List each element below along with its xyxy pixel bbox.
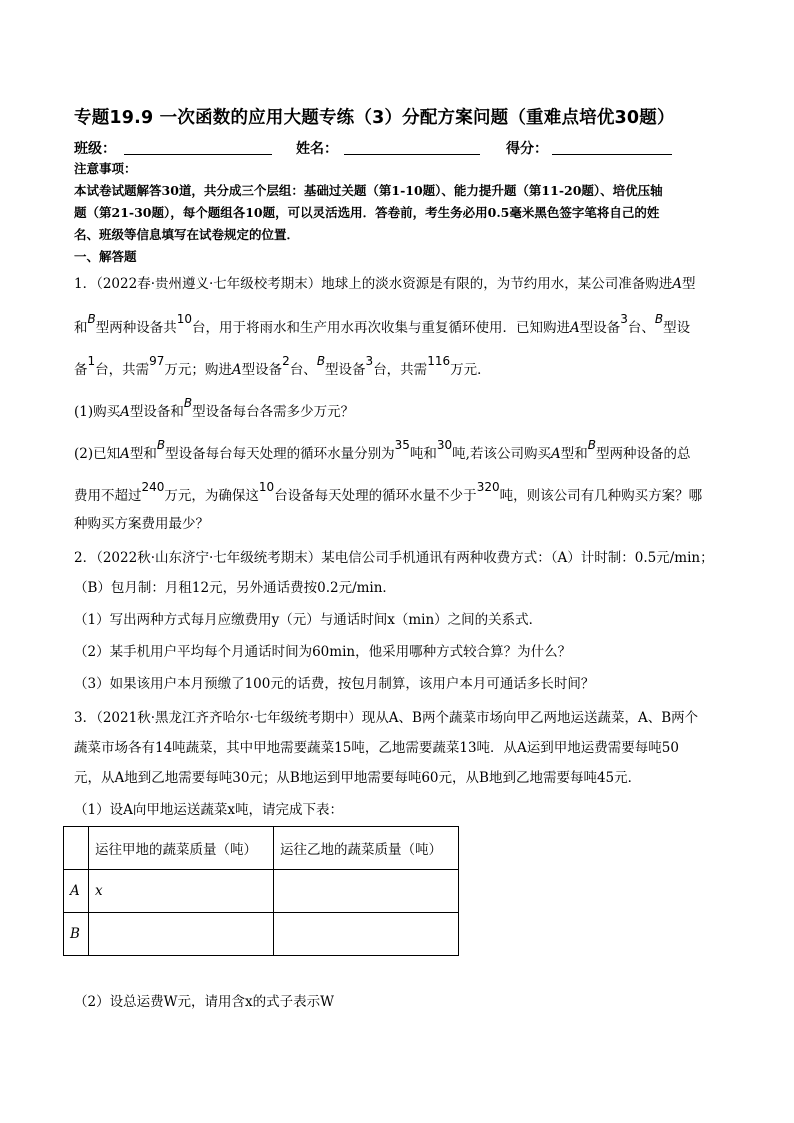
q1-line [74,274,734,294]
q3-subq: （1）设A向甲地运送蔬菜x吨，请完成下表： [74,802,343,818]
number: 1 [87,354,96,368]
q1-text: (1)购买 [74,404,121,420]
var-a: A [120,446,130,462]
row-label-a: A [64,870,89,913]
q2-subq: （1）写出两种方式每月应缴费用y（元）与通话时间x（min）之间的关系式． [74,612,543,628]
q1-text: 台，共需 [373,362,428,378]
table-row [64,827,459,870]
q1-text: 型两种设备共 [95,320,177,336]
number: 3 [365,354,374,368]
q1-text: 型设备和 [129,404,184,420]
var-b: B [87,312,96,326]
q3-line: 元，从A地到乙地需要每吨30元；从B地运到甲地需要每吨60元，从B地到乙地需要每吨45元． [74,770,642,786]
table-cell[interactable] [274,870,459,913]
q3-subq: （2）设总运费W元，请用含x的式子表示W [74,994,334,1010]
q1-line [74,312,734,338]
name-blank[interactable] [344,154,480,155]
q1-text: 万元． [450,362,491,378]
number: 10 [176,312,193,326]
q1-text: 台，共需 [95,362,150,378]
table-cell[interactable]: x [89,870,274,913]
table-header: 运往甲地的蔬菜质量（吨） [89,827,274,870]
q1-text: 万元，为确保这 [164,488,259,504]
q1-text: 型和 [129,446,157,462]
page-title: 专题19.9 一次函数的应用大题专练（3）分配方案问题（重难点培优30题） [74,108,675,128]
student-info-line [74,138,714,160]
q1-text: 台、 [627,320,655,336]
var-b: B [654,312,664,326]
q1-text: (2)已知 [74,446,121,462]
q1-text: 型设备 [241,362,283,378]
notice-heading: 注意事项： [74,161,137,176]
var-b: B [156,438,166,452]
q1-text: 和 [74,320,88,336]
q1-text: 型设 [663,320,691,336]
class-blank[interactable] [124,154,272,155]
q1-text: 台，用于将雨水和生产用水再次收集与重复循环使用．已知购进 [192,320,571,336]
row-label-b: B [64,913,89,956]
q2-line: 2．（2022秋·山东济宁·七年级统考期末）某电信公司手机通讯有两种收费方式：（A）计时制：0.5元/min； [74,550,714,566]
var-b: B [183,396,193,410]
q1-text: 型两种设备的总 [595,446,691,462]
var-a: A [570,320,580,336]
var-b: B [316,354,326,368]
q1-part2: 种购买方案费用最少？ [74,516,209,532]
table-row [64,913,459,956]
number: 320 [476,480,500,494]
number: 30 [436,438,453,452]
table-row [64,870,459,913]
q1-text: 型 [682,276,696,292]
q1-text: 备 [74,362,88,378]
q1-text: 吨,若该公司购买 [452,446,551,462]
q2-subq: （3）如果该用户本月预缴了100元的话费，按包月制算，该用户本月可通话多长时间？ [74,676,595,692]
q1-part2 [74,480,734,506]
q1-text: 型设备 [579,320,621,336]
q1-text: 吨，则该公司有几种购买方案？哪 [499,488,703,504]
q1-text: 1．（2022春·贵州遵义·七年级校考期末）地球上的淡水资源是有限的，为节约用水，某公司准备购进 [74,276,673,292]
class-label: 班级： [74,141,116,157]
var-a: A [672,276,683,292]
var-a: A [231,362,242,378]
q1-text: 万元；购进 [164,362,232,378]
table-cell[interactable] [89,913,274,956]
q1-text: 费用不超过 [74,488,142,504]
q3-line: 3．（2021秋·黑龙江齐齐哈尔·七年级统考期中）现从A、B两个蔬菜市场向甲乙两地运送蔬菜，A、B两个 [74,710,699,726]
name-label: 姓名： [296,141,338,157]
q1-text: 台、 [289,362,317,378]
q1-text: 型和 [560,446,588,462]
notice-line: 名、班级等信息填写在试卷规定的位置． [74,227,300,242]
answer-table [63,826,459,956]
score-label: 得分： [506,141,548,157]
q1-line [74,354,734,380]
q1-text: 吨和 [409,446,437,462]
q1-text: 型设备每台各需多少万元？ [192,404,355,420]
q1-text: 型设备 [325,362,366,378]
var-a: A [120,404,130,420]
notice-line: 本试卷试题解答30道，共分成三个层组：基础过关题（第1-10题）、能力提升题（第11-20题）、培优压轴 [74,183,663,198]
notice-line: 题（第21-30题），每个题组各10题，可以灵活选用．答卷前，考生务必用0.5毫米黑色签字笔将自己的姓 [74,205,660,220]
q1-text: 型设备每台每天处理的循环水量分别为 [165,446,395,462]
number: 35 [394,438,410,452]
number: 240 [141,480,165,494]
number: 10 [258,480,275,494]
number: 97 [149,354,165,368]
q2-subq: （2）某手机用户平均每个月通话时间为60min，他采用哪种方式较合算？为什么？ [74,644,572,660]
number: 3 [620,312,628,326]
number: 2 [282,354,290,368]
q1-text: 台设备每天处理的循环水量不少于 [274,488,477,504]
table-corner-cell [64,827,89,870]
table-header: 运往乙地的蔬菜质量（吨） [274,827,459,870]
number: 116 [427,354,451,368]
table-cell[interactable] [274,913,459,956]
section-heading: 一、解答题 [74,249,137,264]
q2-line: （B）包月制：月租12元，另外通话费按0.2元/min． [74,580,396,596]
var-b: B [587,438,596,452]
q1-part2 [74,438,734,464]
q3-line: 蔬菜市场各有14吨蔬菜，其中甲地需要蔬菜15吨，乙地需要蔬菜13吨．从A运到甲地运费需要每吨50 [74,740,679,756]
var-a: A [550,446,561,462]
score-blank[interactable] [552,154,672,155]
q1-part1 [74,396,734,422]
